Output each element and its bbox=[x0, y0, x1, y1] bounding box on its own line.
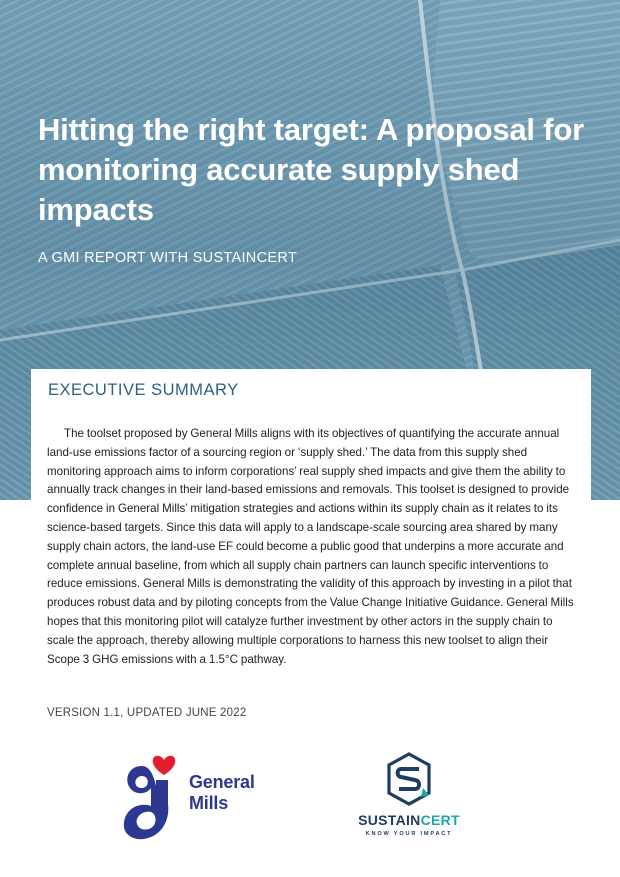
g-heart-logo-icon bbox=[120, 750, 186, 842]
sustaincert-logo bbox=[348, 752, 478, 844]
report-subtitle: A GMI REPORT WITH SUSTAINCERT bbox=[38, 250, 297, 266]
general-mills-line1: General bbox=[189, 772, 255, 792]
report-title: Hitting the right target: A proposal for monitoring accurate supply shed impacts bbox=[38, 112, 584, 227]
sustaincert-wordmark bbox=[348, 812, 470, 828]
executive-summary-heading: EXECUTIVE SUMMARY bbox=[48, 381, 239, 399]
general-mills-wordmark bbox=[189, 772, 255, 814]
sustaincert-tagline: KNOW YOUR IMPACT bbox=[365, 831, 453, 837]
general-mills-logo bbox=[120, 750, 280, 845]
s-hexagon-logo-icon bbox=[385, 752, 433, 806]
executive-summary-body: The toolset proposed by General Mills aligns with its objectives of quantifying the accurate annual land-use emissions factor of a sourcing region or ‘supply shed.’ The data from this supply shed monitoring approach aims to inform corporations’ real supply shed impacts and give them the ability to annually track changes in their land-based emissions and removals. This toolset is designed to provide confidence in General Mills’ mitigation strategies and actions within its supply chain as it relates to its science-based targets. Since this data will apply to a landscape-scale sourcing area shared by many supply chain actors, the land-use EF could become a public good that underpins a more accurate and complete annual baseline, from which all supply chain partners can launch specific interventions to reduce emissions. General Mills is demonstrating the validity of this approach by investing in a pilot that produces robust data and by piloting concepts from the Value Change Initiative Guidance. General Mills hopes that this monitoring pilot will catalyze further investment by other actors in the supply chain to scale the approach, thereby allowing multiple corporations to harness this new toolset to align their Scope 3 GHG emissions with a 1.5°C pathway. bbox=[47, 427, 574, 666]
version-label: VERSION 1.1, UPDATED JUNE 2022 bbox=[47, 707, 247, 719]
general-mills-line2: Mills bbox=[189, 793, 229, 813]
sustaincert-name-part1: SUSTAIN bbox=[358, 812, 421, 828]
sustaincert-name-part2: CERT bbox=[420, 812, 460, 828]
